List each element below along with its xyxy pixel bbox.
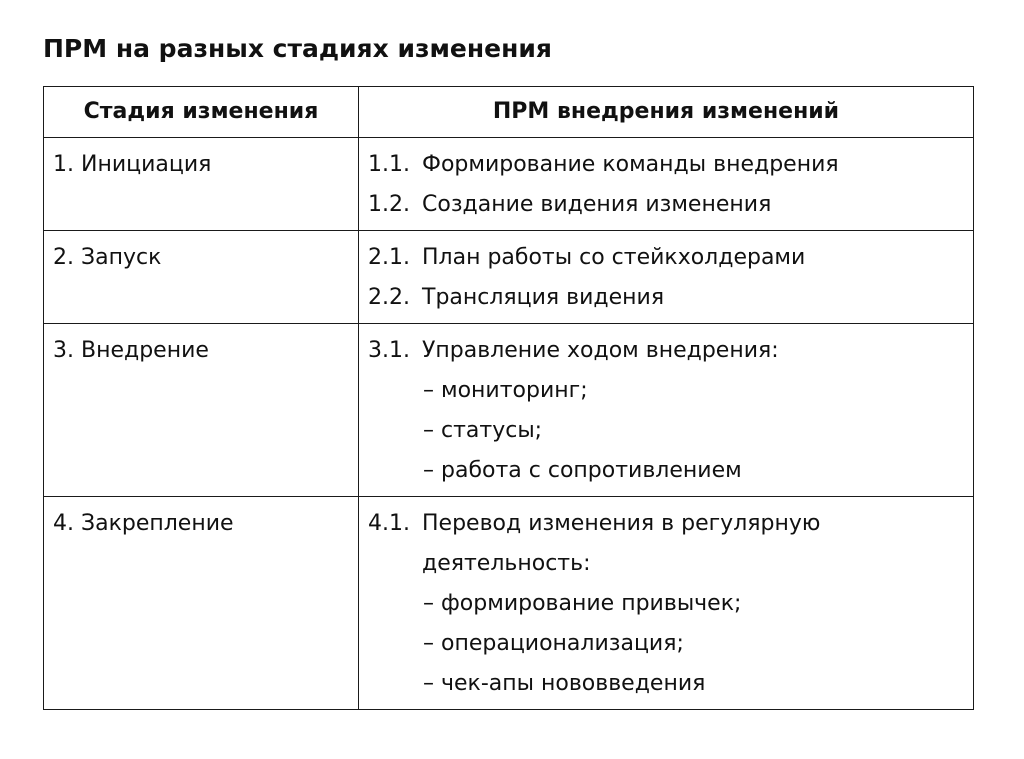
page-title: ПРМ на разных стадиях изменения	[43, 34, 552, 63]
method-item	[368, 185, 965, 225]
bullet-item: – работа с сопротивлением	[423, 458, 742, 483]
method-text-continued: деятельность:	[422, 551, 591, 576]
table-row	[44, 231, 974, 324]
stages-table	[43, 86, 974, 710]
method-item	[368, 238, 965, 278]
table-row	[44, 138, 974, 231]
bullet-item: – формирование привычек;	[423, 591, 742, 616]
table-row	[44, 497, 974, 710]
method-text: Трансляция видения	[422, 285, 665, 310]
stage-cell: 2. Запуск	[44, 231, 359, 324]
bullet-item: – чек-апы нововведения	[423, 671, 706, 696]
header-methods: ПРМ внедрения изменений	[359, 87, 974, 138]
method-item	[368, 331, 965, 371]
method-number: 1.2.	[368, 192, 410, 217]
method-text: Перевод изменения в регулярную	[422, 511, 821, 536]
method-item	[368, 504, 965, 584]
methods-cell	[359, 138, 974, 231]
table-header-row	[44, 87, 974, 138]
table-row	[44, 324, 974, 497]
bullet-item: – операционализация;	[423, 631, 684, 656]
method-item	[368, 278, 965, 318]
stage-cell: 1. Инициация	[44, 138, 359, 231]
bullet-item: – статусы;	[423, 418, 543, 443]
method-text: План работы со стейкхолдерами	[422, 245, 806, 270]
method-number: 1.1.	[368, 152, 410, 177]
methods-cell	[359, 231, 974, 324]
methods-cell	[359, 497, 974, 710]
header-stage: Стадия изменения	[44, 87, 359, 138]
method-number: 2.2.	[368, 285, 410, 310]
bullet-item: – мониторинг;	[423, 378, 588, 403]
method-number: 4.1.	[368, 511, 410, 536]
method-text: Формирование команды внедрения	[422, 152, 839, 177]
method-text: Создание видения изменения	[422, 192, 772, 217]
method-number: 2.1.	[368, 245, 410, 270]
method-number: 3.1.	[368, 338, 410, 363]
method-text: Управление ходом внедрения:	[422, 338, 779, 363]
stage-cell: 4. Закрепление	[44, 497, 359, 710]
stage-cell: 3. Внедрение	[44, 324, 359, 497]
methods-cell	[359, 324, 974, 497]
method-item	[368, 145, 965, 185]
